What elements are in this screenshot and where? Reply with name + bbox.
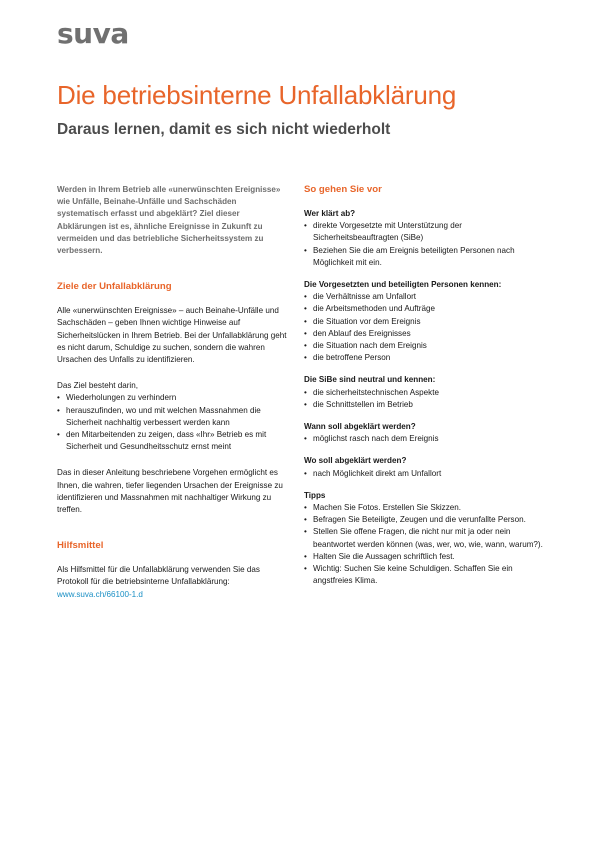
list-item: • möglichst rasch nach dem Ereignis [304, 433, 544, 445]
who-list [304, 220, 544, 269]
list-item: • nach Möglichkeit direkt am Unfallort [304, 468, 544, 480]
protocol-link[interactable]: www.suva.ch/66100-1.d [57, 589, 143, 599]
knowledge-heading: Die Vorgesetzten und beteiligten Personen kennen: [304, 280, 502, 290]
list-item: • die Schnittstellen im Betrieb [304, 399, 544, 411]
goals-paragraph: Alle «unerwünschten Ereignisse» – auch Beinahe-Unfälle und Sachschäden – geben Ihnen wichtige Hinweise auf Sicherheitslücken in Ihrem Betrieb. Bei der Unfallabklärung geht es nicht darum, Schuldige zu suchen, sondern die wahren Ursachen des Unfalls zu identifizieren. [57, 306, 287, 365]
list-item: • herauszufinden, wo und mit welchen Massnahmen die Sicherheit nachhaltig verbessert werden kann [57, 405, 287, 429]
list-item: • Wichtig: Suchen Sie keine Schuldigen. Schaffen Sie ein angstfreies Klima. [304, 563, 544, 587]
list-item: • die sicherheitstechnischen Aspekte [304, 387, 544, 399]
list-item: • Wiederholungen zu verhindern [57, 392, 287, 404]
list-item: • Stellen Sie offene Fragen, die nicht nur mit ja oder nein beantwortet werden können (was, wer, wo, wie, wann, warum?). [304, 526, 544, 550]
page-title: Die betriebsinterne Unfallabklärung [57, 80, 457, 110]
list-item: • die Situation vor dem Ereignis [304, 316, 544, 328]
where-list [304, 468, 544, 480]
list-item: • direkte Vorgesetzte mit Unterstützung der Sicherheitsbeauftragten (SiBe) [304, 220, 544, 244]
sibe-list [304, 387, 544, 411]
sibe-heading: Die SiBe sind neutral und kennen: [304, 375, 436, 385]
list-item: • Befragen Sie Beteiligte, Zeugen und die verunfallte Person. [304, 514, 544, 526]
knowledge-list [304, 291, 544, 364]
when-heading: Wann soll abgeklärt werden? [304, 422, 416, 432]
tools-paragraph: Als Hilfsmittel für die Unfallabklärung verwenden Sie das Protokoll für die betriebsinterne Unfallabklärung: [57, 565, 260, 587]
tips-heading: Tipps [304, 490, 326, 500]
suva-logo: suva [57, 17, 129, 50]
aim-lead: Das Ziel besteht darin, [57, 381, 138, 391]
list-item: • die Arbeitsmethoden und Aufträge [304, 303, 544, 315]
aim-list [57, 392, 287, 453]
list-item: • die betroffene Person [304, 352, 544, 364]
list-item: • den Mitarbeitenden zu zeigen, dass «Ihr» Betrieb es mit Sicherheit und Gesundheitsschutz ernst meint [57, 429, 287, 453]
list-item: • Machen Sie Fotos. Erstellen Sie Skizzen. [304, 502, 544, 514]
list-item: • den Ablauf des Ereignisses [304, 328, 544, 340]
who-heading: Wer klärt ab? [304, 209, 356, 218]
page-subtitle: Daraus lernen, damit es sich nicht wiederholt [57, 121, 391, 138]
goals-heading: Ziele der Unfallabklärung [57, 281, 172, 293]
tips-list [304, 502, 544, 587]
tools-heading: Hilfsmittel [57, 540, 104, 552]
list-item: • die Verhältnisse am Unfallort [304, 291, 544, 303]
list-item: • Beziehen Sie die am Ereignis beteiligten Personen nach Möglichkeit mit ein. [304, 245, 544, 269]
intro-paragraph: Werden in Ihrem Betrieb alle «unerwünschten Ereignisse» wie Unfälle, Beinahe-Unfälle und Sachschäden systematisch erfasst und abgeklärt? Ziel dieser Abklärungen ist es, ähnliche Ereignisse in Zukunft zu vermeiden und das betriebliche Sicherheitssystem zu verbessern. [57, 185, 281, 256]
left-column [57, 184, 287, 601]
right-column [304, 184, 544, 587]
list-item: • die Situation nach dem Ereignis [304, 340, 544, 352]
when-list [304, 433, 544, 445]
method-paragraph: Das in dieser Anleitung beschriebene Vorgehen ermöglicht es Ihnen, die wahren, tiefer liegenden Ursachen der Ereignisse zu identifizieren und Massnahmen mit nachhaltiger Wirkung zu treffen. [57, 468, 283, 515]
procedure-heading: So gehen Sie vor [304, 184, 382, 195]
where-heading: Wo soll abgeklärt werden? [304, 456, 407, 466]
list-item: • Halten Sie die Aussagen schriftlich fest. [304, 551, 544, 563]
